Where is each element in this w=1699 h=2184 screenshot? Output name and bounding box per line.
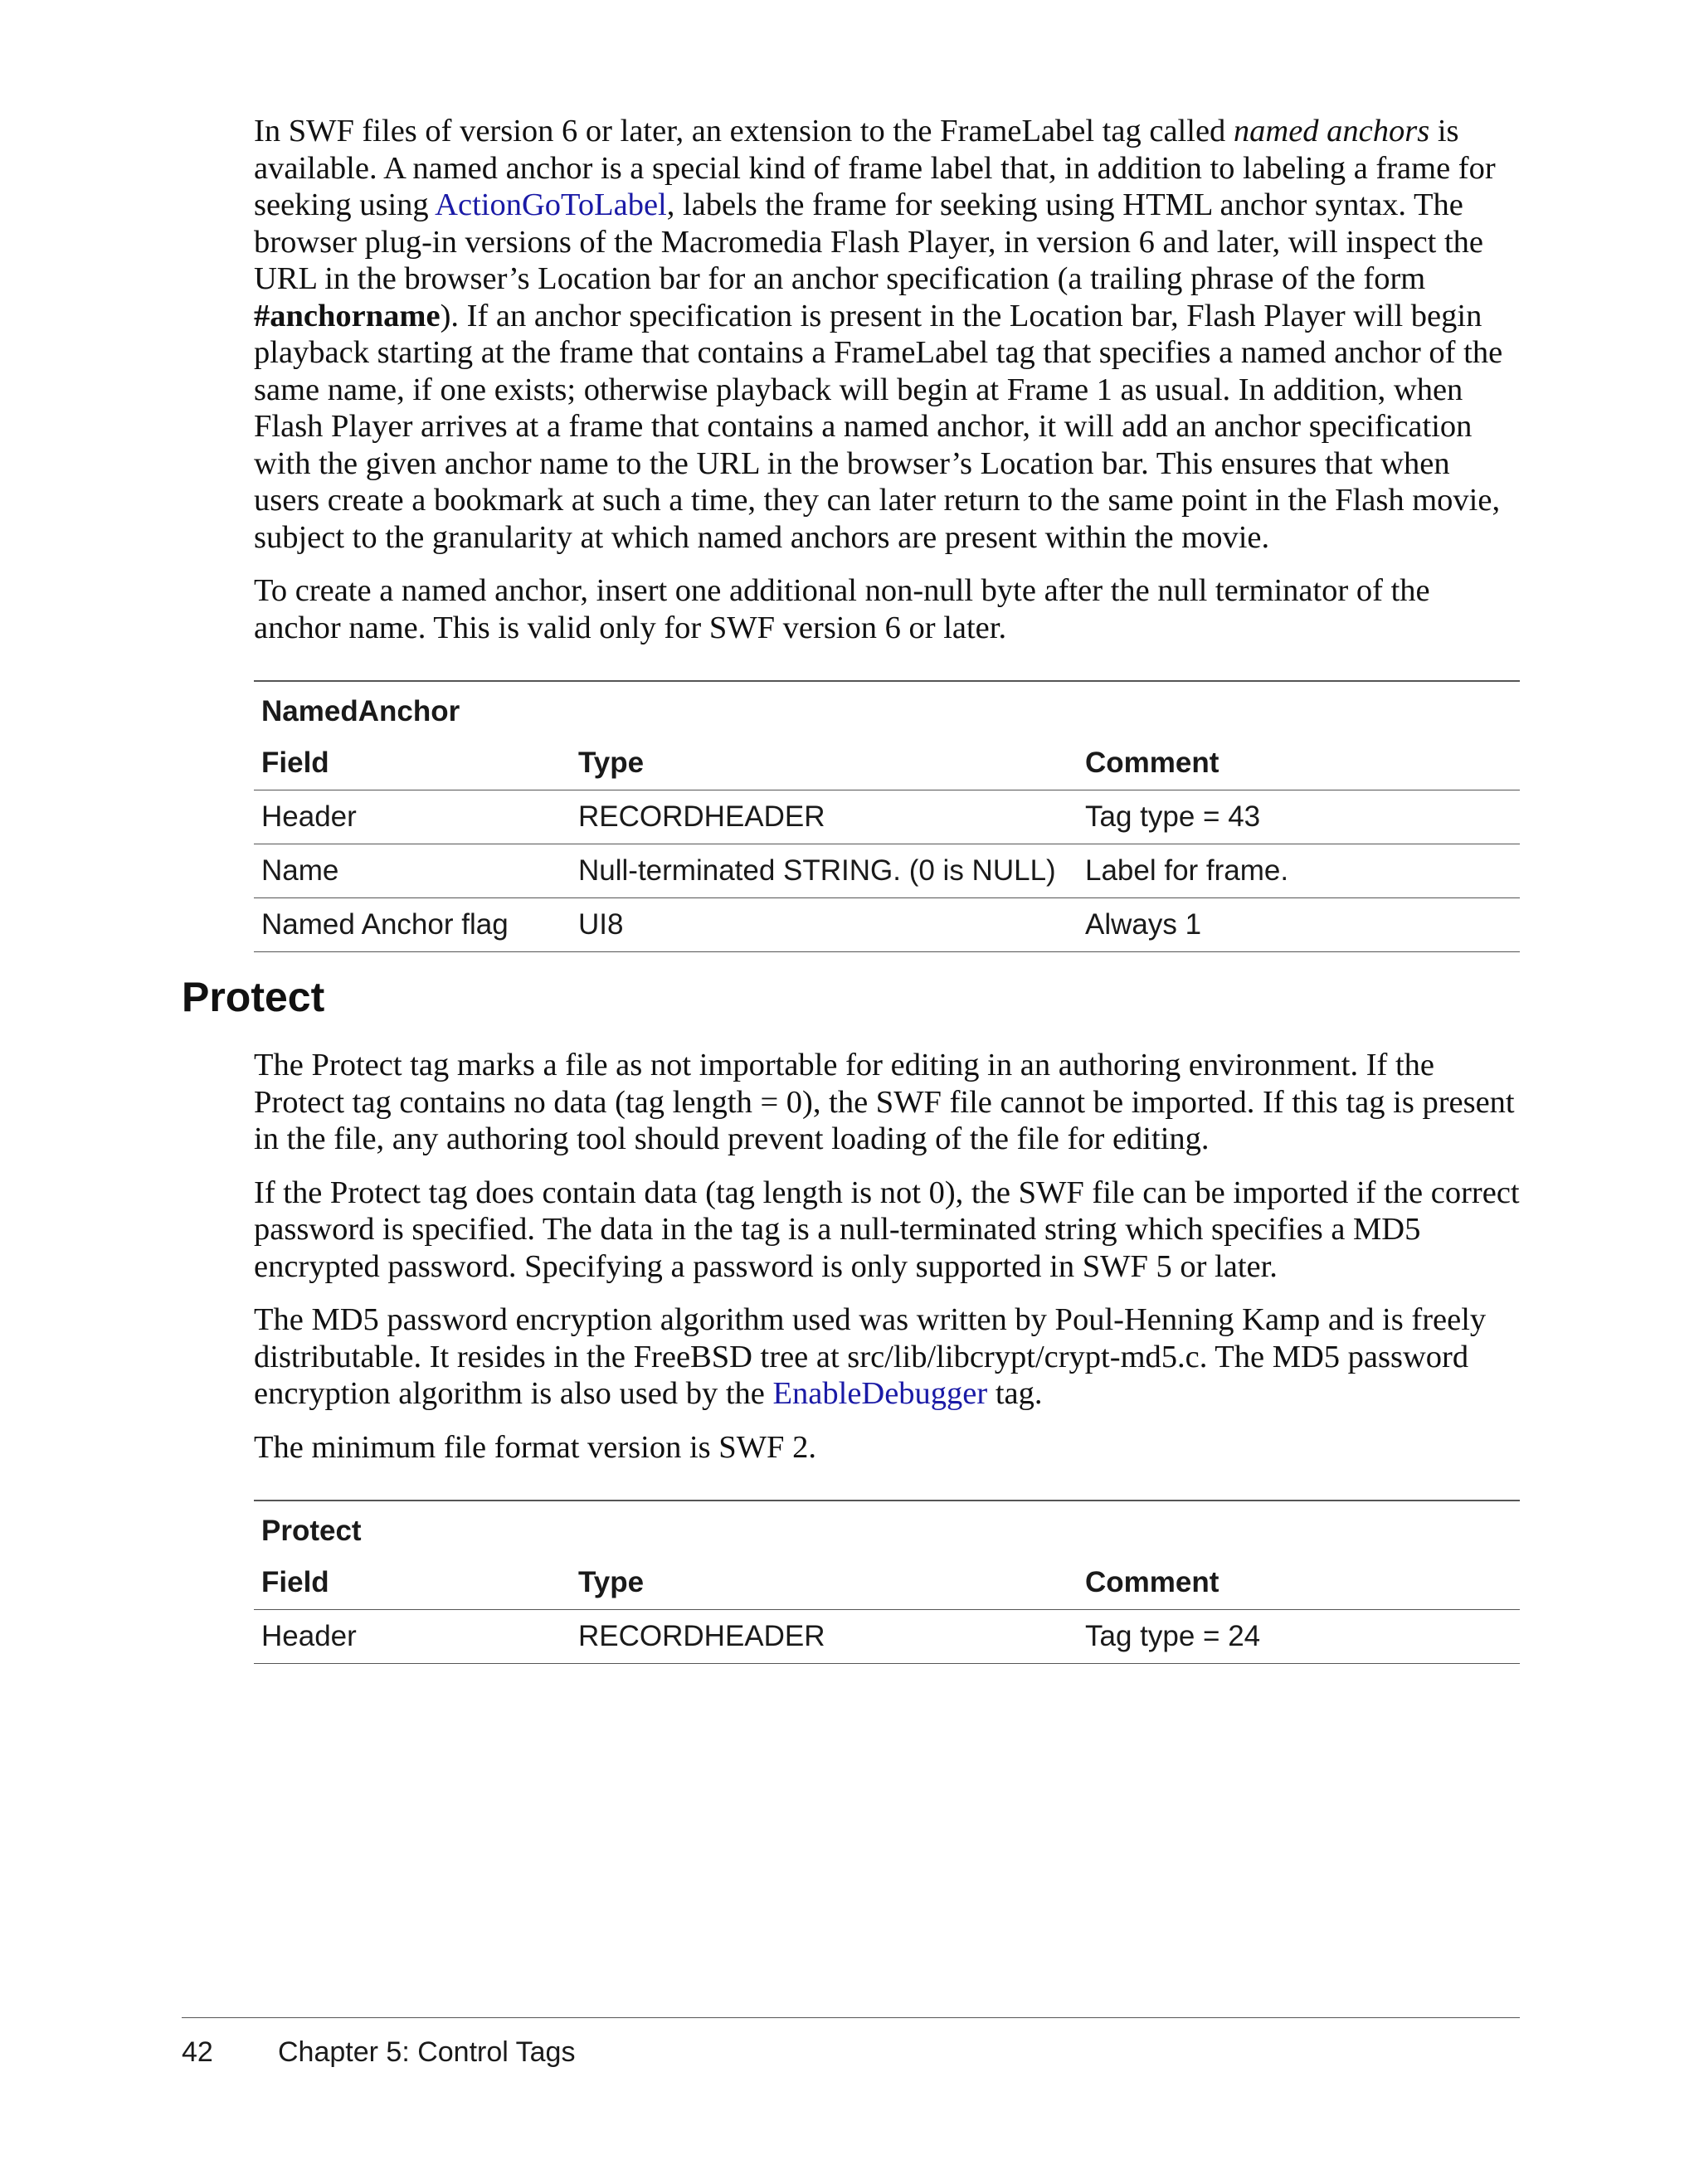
named-anchors-term: named anchors <box>1233 114 1430 148</box>
table-cell: Name <box>254 844 571 898</box>
table-cell: Named Anchor flag <box>254 898 571 952</box>
chapter-title: Chapter 5: Control Tags <box>278 2036 576 2068</box>
table-cell: Header <box>254 790 571 844</box>
column-header-type: Type <box>571 737 1078 790</box>
column-header-comment: Comment <box>1078 1556 1520 1610</box>
table-row <box>254 790 1520 844</box>
protect-paragraph-3: The MD5 password encryption algorithm used was written by Poul-Henning Kamp and is freely distributable. It resides in the FreeBSD tree at src/lib/libcrypt/crypt-md5.c. The MD5 password encryption algorithm is also used by the EnableDebugger tag. <box>254 1302 1487 1411</box>
table-header-row <box>254 737 1520 790</box>
enable-debugger-link[interactable]: EnableDebugger <box>772 1376 988 1411</box>
table-caption: NamedAnchor <box>254 681 1520 737</box>
table-row <box>254 1610 1520 1664</box>
protect-paragraph-2: If the Protect tag does contain data (tag length is not 0), the SWF file can be imported if the correct password is specified. The data in the tag is a null-terminated string which specifies a MD5 encrypted password. Specifying a password is only supported in SWF 5 or later. <box>254 1175 1520 1284</box>
action-go-to-label-link[interactable]: ActionGoToLabel <box>435 187 667 222</box>
table-cell: RECORDHEADER <box>571 1610 1078 1664</box>
table-row <box>254 844 1520 898</box>
protect-table <box>254 1500 1520 1664</box>
column-header-type: Type <box>571 1556 1078 1610</box>
table-cell: Tag type = 43 <box>1078 790 1520 844</box>
table-cell: Label for frame. <box>1078 844 1520 898</box>
table-cell: Header <box>254 1610 571 1664</box>
column-header-comment: Comment <box>1078 737 1520 790</box>
table-caption-row <box>254 1501 1520 1556</box>
page-number: 42 <box>182 2036 213 2068</box>
table-row <box>254 898 1520 952</box>
named-anchor-table <box>254 680 1520 952</box>
named-anchor-intro <box>254 113 1523 646</box>
column-header-field: Field <box>254 737 571 790</box>
named-anchor-paragraph-2: To create a named anchor, insert one additional non-null byte after the null terminator of the anchor name. This is valid only for SWF version 6 or later. <box>254 573 1430 645</box>
table-cell: Null-terminated STRING. (0 is NULL) <box>571 844 1078 898</box>
protect-paragraph-1: The Protect tag marks a file as not importable for editing in an authoring environment. If the Protect tag contains no data (tag length = 0), the SWF file cannot be imported. If this tag is present in the file, any authoring tool should prevent loading of the file for editing. <box>254 1048 1515 1156</box>
protect-paragraph-4: The minimum file format version is SWF 2. <box>254 1429 816 1465</box>
table-header-row <box>254 1556 1520 1610</box>
column-header-field: Field <box>254 1556 571 1610</box>
table-cell: Tag type = 24 <box>1078 1610 1520 1664</box>
table-caption: Protect <box>254 1501 1520 1556</box>
table-caption-row <box>254 681 1520 737</box>
footer-divider <box>182 2017 1520 2018</box>
protect-section-text <box>254 1047 1523 1466</box>
named-anchor-paragraph-1: In SWF files of version 6 or later, an extension to the FrameLabel tag called named anchors is available. A named anchor is a special kind of frame label that, in addition to labeling a frame for seeking using ActionGoToLabel, labels the frame for seeking using HTML anchor syntax. The browser plug-in versions of the Macromedia Flash Player, in version 6 and later, will inspect the URL in the browser’s Location bar for an anchor specification (a trailing phrase of the form #anchorname). If an anchor specification is present in the Location bar, Flash Player will begin playback starting at the frame that contains a FrameLabel tag that specifies a named anchor of the same name, if one exists; otherwise playback will begin at Frame 1 as usual. In addition, when Flash Player arrives at a frame that contains a named anchor, it will add an anchor specification with the given anchor name to the URL in the browser’s Location bar. This ensures that when users create a bookmark at such a time, they can later return to the same point in the Flash movie, subject to the granularity at which named anchors are present within the movie. <box>254 114 1503 555</box>
table-cell: UI8 <box>571 898 1078 952</box>
protect-heading: Protect <box>182 974 325 1020</box>
table-cell: Always 1 <box>1078 898 1520 952</box>
anchorname-term: #anchorname <box>254 298 441 333</box>
table-cell: RECORDHEADER <box>571 790 1078 844</box>
